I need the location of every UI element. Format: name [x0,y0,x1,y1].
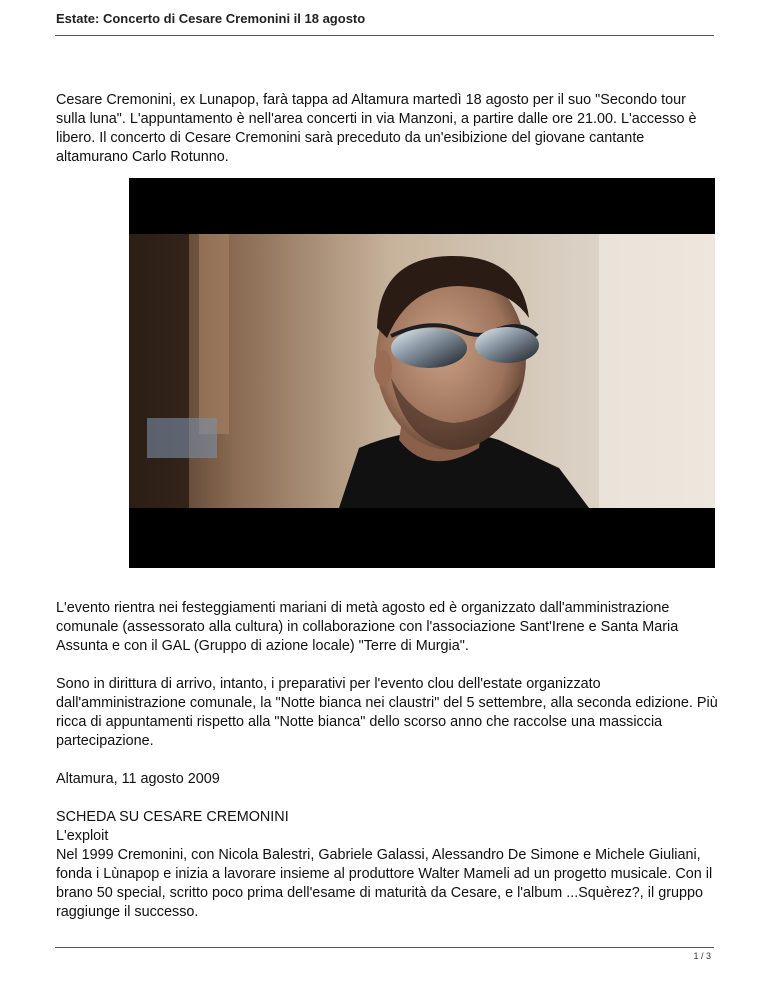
scheda-title: SCHEDA SU CESARE CREMONINI [56,809,289,825]
page-number: 1 / 3 [693,951,711,961]
scheda-text: Nel 1999 Cremonini, con Nicola Balestri, Gabriele Galassi, Alessandro De Simone e Michele Giuliani, fonda i Lùnapop e inizia a lavorare insieme al produttore Walter Mameli ad un progetto musicale. Con il brano 50 special, scritto poco prima dell'esame di maturità da Cesare, e l'album ...Squèrez?, il gruppo raggiunge il successo. [56,847,713,920]
scheda-subtitle: L'exploit [56,828,109,844]
article-photo [129,178,715,568]
article-intro: Cesare Cremonini, ex Lunapop, farà tappa ad Altamura martedì 18 agosto per il suo "Secondo tour sulla luna". L'appuntamento è nell'area concerti in via Manzoni, a partire dalle ore 21.00. L'accesso è libero. Il concerto di Cesare Cremonini sarà preceduto da un'esibizione del giovane cantante altamurano Carlo Rotunno. [56,92,697,165]
article-dateline: Altamura, 11 agosto 2009 [56,771,220,787]
article-paragraph-3: Sono in dirittura di arrivo, intanto, i preparativi per l'evento clou dell'estate organizzato dall'amministrazione comunale, la "Notte bianca nei claustri" del 5 settembre, alla seconda edizione. Più ricca di appuntamenti rispetto alla "Notte bianca" dello scorso anno che raccolse una massiccia partecipazione. [56,676,718,749]
footer-divider [55,947,714,948]
page-title: Estate: Concerto di Cesare Cremonini il 18 agosto [56,11,366,26]
header-divider [55,35,714,36]
article-paragraph-2: L'evento rientra nei festeggiamenti mariani di metà agosto ed è organizzato dall'amministrazione comunale (assessorato alla cultura) in collaborazione con l'associazione Sant'Irene e Santa Maria Assunta e con il GAL (Gruppo di azione locale) "Terre di Murgia". [56,600,679,654]
